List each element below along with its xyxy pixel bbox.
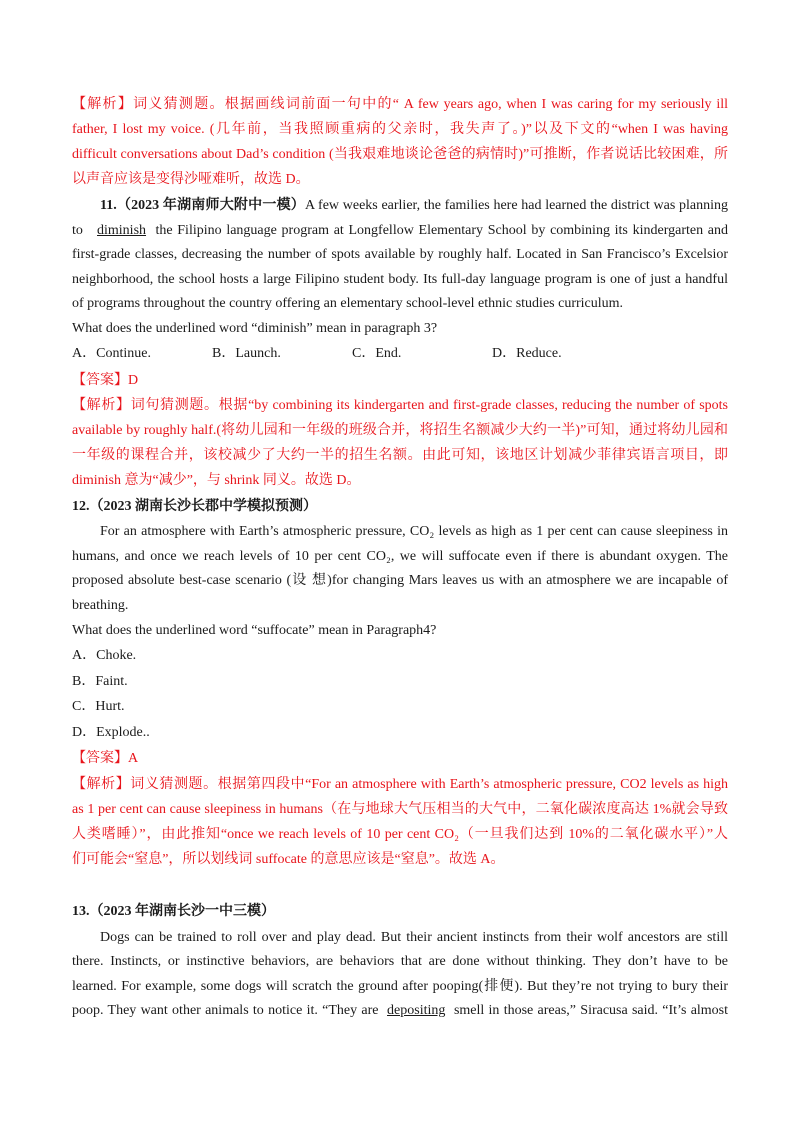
q12-question: What does the underlined word “suffocate” mean in Paragraph4?: [72, 623, 437, 638]
q12-analysis-line-1: 【解析】词义猜测题。根据第四段中“For an atmosphere with Earth’s atmospheric pressure, CO2 levels as high: [72, 777, 728, 792]
q12-heading: 12.（2023 湖南长沙长郡中学模拟预测）: [72, 499, 317, 514]
underlined-word-depositing: depositing: [387, 1003, 446, 1018]
q11-line2-pre: to: [72, 223, 83, 238]
q13-line4-pre: poop. They want other animals to notice it. “They are: [72, 1003, 379, 1018]
q12-option-c: C．Hurt.: [72, 699, 125, 714]
q13-passage-line-1: Dogs can be trained to roll over and play dead. But their ancient instincts from their wolf ancestors are still: [100, 930, 728, 945]
q12-option-b: B．Faint.: [72, 674, 128, 689]
q11-analysis-line-1: 【解析】词句猜测题。根据“by combining its kindergarten and first-grade classes, reducing the number of spots: [72, 398, 728, 413]
q13-line4-post: smell in those areas,” Siracusa said. “It’s almost: [453, 1003, 729, 1018]
q12-option-d: D．Explode..: [72, 725, 150, 740]
q11-passage-line-3: first-grade classes, decreasing the number of spots available by roughly half. Located in San Francisco’s Excelsior: [72, 247, 728, 262]
q12-analysis-line-2: as 1 per cent can cause sleepiness in humans（在与地球大气压相当的大气中，二氧化碳浓度高达 1%就会导致: [72, 802, 728, 817]
q11-option-b: B．Launch.: [212, 346, 281, 361]
q10-analysis-line-4: 以声音应该是变得沙哑难听，故选 D。: [72, 172, 310, 187]
q12-analysis-line-4: 们可能会“窒息”，所以划线词 suffocate 的意思应该是“窒息”。故选 A。: [72, 852, 505, 867]
q13-passage-line-4: [72, 999, 728, 1023]
q13-heading: 13.（2023 年湖南长沙一中三模）: [72, 904, 275, 919]
q13-passage-line-3: learned. For example, some dogs will scratch the ground after pooping(排便). But they’re not trying to bury their: [72, 979, 728, 994]
q12-passage-line-2: humans, and once we reach levels of 10 per cent CO₂, we will suffocate even if there is abundant oxygen. The: [72, 549, 728, 564]
q11-passage-line-2: [72, 219, 728, 243]
q12-passage-line-4: breathing.: [72, 598, 129, 613]
q11-analysis-line-3: 一年级的课程合并，该校减少了大约一半的招生名额。由此可知，该地区计划减少菲律宾语言项目，即: [72, 448, 728, 463]
q11-analysis-line-4: diminish 意为“减少”，与 shrink 同义。故选 D。: [72, 473, 361, 488]
q11-line1-text: A few weeks earlier, the families here had learned the district was planning: [305, 198, 728, 213]
q11-number: 11.: [100, 198, 117, 213]
q10-analysis-line-2: father, I lost my voice. (几年前，当我照顾重病的父亲时，我失声了。)”以及下文的“when I was having: [72, 122, 728, 137]
q11-question: What does the underlined word “diminish” mean in paragraph 3?: [72, 321, 438, 336]
q12-passage-line-1: For an atmosphere with Earth’s atmospheric pressure, CO₂ levels as high as 1 per cent can cause sleepiness in: [100, 524, 728, 539]
q11-option-d: D．Reduce.: [492, 346, 562, 361]
q11-passage-line-1: [100, 194, 728, 218]
q11-passage-line-4: neighborhood, the school hosts a large Filipino student body. Its full-day language program is one of just a handful: [72, 272, 728, 287]
underlined-word-diminish: diminish: [97, 223, 147, 238]
q11-source: （2023 年湖南师大附中一模）: [116, 198, 305, 213]
q12-option-a: A．Choke.: [72, 648, 137, 663]
q12-passage-line-3: proposed absolute best-case scenario (设 想)for changing Mars leaves us with an atmosphere we are incapable of: [72, 573, 728, 588]
q11-passage-line-5: of programs throughout the country offering an elementary school-level ethnic studies curriculum.: [72, 296, 624, 311]
q11-analysis-line-2: available by roughly half.(将幼儿园和一年级的班级合并，将招生名额减少大约一半)”可知，通过将幼儿园和: [72, 423, 728, 438]
q11-answer: 【答案】D: [72, 373, 139, 388]
q10-analysis-line-1: 【解析】词义猜测题。根据画线词前面一句中的“ A few years ago, when I was caring for my seriously ill: [72, 97, 728, 112]
q10-analysis-line-3: difficult conversations about Dad’s condition (当我艰难地谈论爸爸的病情时)”可推断，作者说话比较困难，所: [72, 147, 728, 162]
q11-option-a: A．Continue.: [72, 346, 151, 361]
q11-line2-post: the Filipino language program at Longfellow Elementary School by combining its kindergarten and: [155, 223, 729, 238]
q12-analysis-line-3: 人类嗜睡）”，由此推知“once we reach levels of 10 per cent CO₂（一旦我们达到 10%的二氧化碳水平）”人: [72, 827, 728, 842]
q13-passage-line-2: there. Instincts, or instinctive behaviors, are behaviors that are done without thinking. They don’t have to be: [72, 954, 728, 969]
q12-answer: 【答案】A: [72, 751, 139, 766]
q11-option-c: C．End.: [352, 346, 402, 361]
